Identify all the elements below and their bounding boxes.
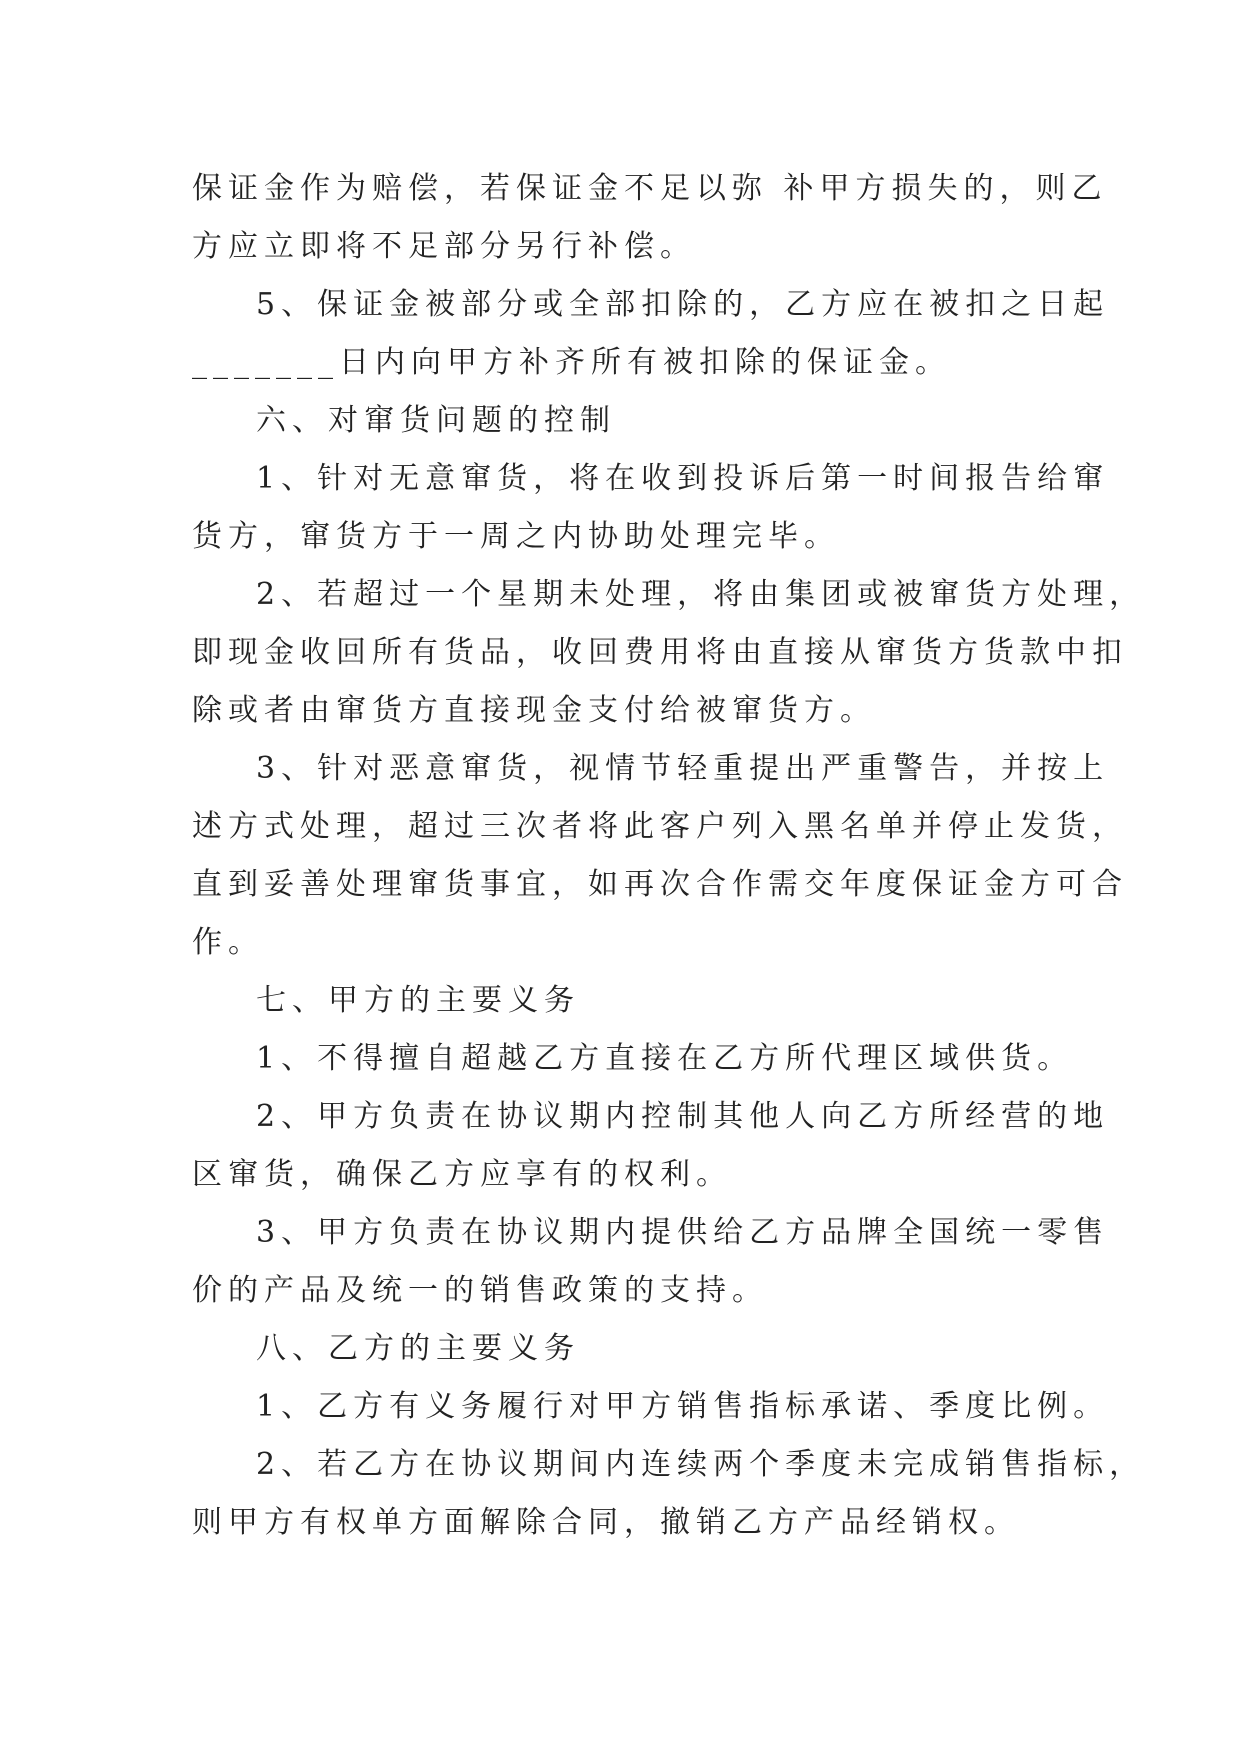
- text-line: _______日内向甲方补齐所有被扣除的保证金。: [192, 345, 951, 380]
- text-line: 2、若乙方在协议期间内连续两个季度未完成销售指标，: [256, 1447, 1146, 1482]
- text-line: 述方式处理，超过三次者将此客户列入黑名单并停止发货，: [192, 809, 1128, 844]
- text-line: 货方，窜货方于一周之内协助处理完毕。: [192, 519, 840, 554]
- text-line: 区窜货，确保乙方应享有的权利。: [192, 1157, 732, 1192]
- text-line: 1、乙方有义务履行对甲方销售指标承诺、季度比例。: [256, 1389, 1110, 1424]
- text-line: 3、甲方负责在协议期内提供给乙方品牌全国统一零售: [256, 1215, 1110, 1250]
- text-line: 1、不得擅自超越乙方直接在乙方所代理区域供货。: [256, 1041, 1074, 1076]
- text-line: 除或者由窜货方直接现金支付给被窜货方。: [192, 693, 876, 728]
- text-line: 价的产品及统一的销售政策的支持。: [192, 1273, 768, 1308]
- text-line: 作。: [192, 925, 264, 960]
- text-line: 直到妥善处理窜货事宜，如再次合作需交年度保证金方可合: [192, 867, 1128, 902]
- text-line: 2、若超过一个星期未处理，将由集团或被窜货方处理，: [256, 577, 1146, 612]
- text-line: 2、甲方负责在协议期内控制其他人向乙方所经营的地: [256, 1099, 1110, 1134]
- text-line: 则甲方有权单方面解除合同，撤销乙方产品经销权。: [192, 1505, 1020, 1540]
- section-heading: 七、甲方的主要义务: [256, 983, 580, 1018]
- document-page: [192, 160, 1146, 1552]
- section-heading: 八、乙方的主要义务: [256, 1331, 580, 1366]
- section-heading: 六、对窜货问题的控制: [256, 403, 616, 438]
- text-line: 保证金作为赔偿，若保证金不足以弥 补甲方损失的，则乙: [192, 171, 1108, 206]
- text-line: 3、针对恶意窜货，视情节轻重提出严重警告，并按上: [256, 751, 1110, 786]
- text-line: 5、保证金被部分或全部扣除的，乙方应在被扣之日起: [256, 287, 1110, 322]
- text-line: 1、针对无意窜货，将在收到投诉后第一时间报告给窜: [256, 461, 1110, 496]
- text-line: 即现金收回所有货品，收回费用将由直接从窜货方货款中扣: [192, 635, 1128, 670]
- text-line: 方应立即将不足部分另行补偿。: [192, 229, 696, 264]
